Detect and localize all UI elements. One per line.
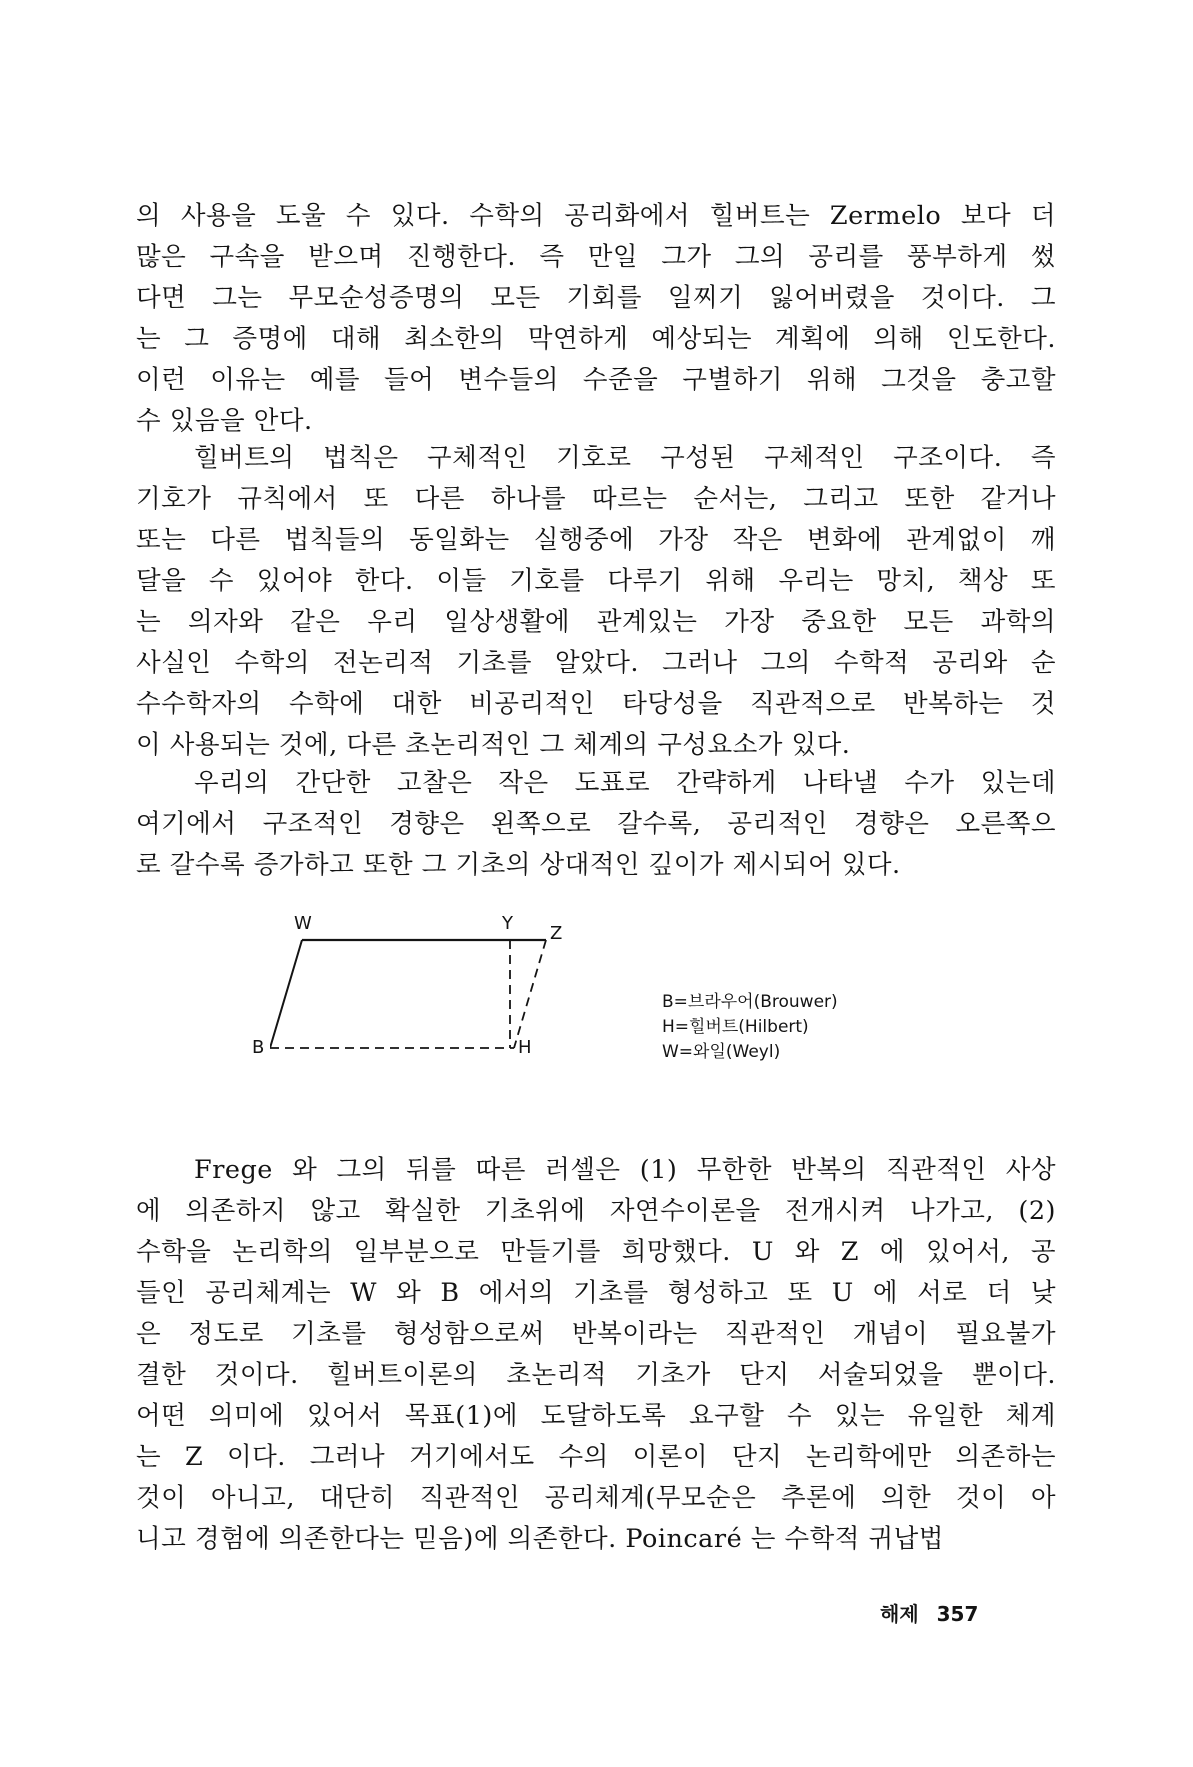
diagram-lines bbox=[270, 920, 570, 1110]
text-line: 는 의자와 같은 우리 일상생활에 관계있는 가장 중요한 모든 과학의 bbox=[136, 607, 1056, 637]
text-line: 달을 수 있어야 한다. 이들 기호를 다루기 위해 우리는 망치, 책상 또 bbox=[136, 566, 1056, 596]
text-line: 이런 이유는 예를 들어 변수들의 수준을 구별하기 위해 그것을 충고할 bbox=[136, 365, 1056, 395]
legend-item-weyl: W=와일(Weyl) bbox=[662, 1042, 781, 1062]
text-line: 에 의존하지 않고 확실한 기초위에 자연수이론을 전개시켜 나가고, (2) bbox=[136, 1196, 1056, 1226]
foundations-diagram bbox=[252, 913, 930, 1110]
text-line: 이 사용되는 것에, 다른 초논리적인 그 체계의 구성요소가 있다. bbox=[136, 730, 851, 760]
text-line: 또는 다른 법칙들의 동일화는 실행중에 가장 작은 변화에 관계없이 깨 bbox=[136, 525, 1056, 555]
legend-item-brouwer: B=브라우어(Brouwer) bbox=[662, 992, 838, 1012]
text-line: 로 갈수록 증가하고 또한 그 기초의 상대적인 깊이가 제시되어 있다. bbox=[136, 850, 901, 880]
label-z: Z bbox=[550, 923, 563, 944]
page-footer bbox=[880, 1598, 978, 1627]
text-line: Frege 와 그의 뒤를 따른 러셀은 (1) 무한한 반복의 직관적인 사상 bbox=[194, 1155, 1056, 1185]
diagram-legend bbox=[662, 990, 838, 1065]
paragraph-2 bbox=[136, 438, 1056, 766]
text-line: 다면 그는 무모순성증명의 모든 기회를 일찌기 잃어버렸을 것이다. 그 bbox=[136, 283, 1056, 313]
label-h: H bbox=[518, 1037, 532, 1058]
edge-w-b bbox=[270, 940, 302, 1048]
label-y: Y bbox=[502, 913, 513, 934]
text-line: 들인 공리체계는 W 와 B 에서의 기초를 형성하고 또 U 에 서로 더 낮 bbox=[136, 1278, 1056, 1308]
text-line: 여기에서 구조적인 경향은 왼쪽으로 갈수록, 공리적인 경향은 오른쪽으 bbox=[136, 809, 1056, 839]
text-line: 어떤 의미에 있어서 목표(1)에 도달하도록 요구할 수 있는 유일한 체계 bbox=[136, 1401, 1056, 1431]
text-line: 는 그 증명에 대해 최소한의 막연하게 예상되는 계획에 의해 인도한다. bbox=[136, 324, 1056, 354]
text-line: 사실인 수학의 전논리적 기초를 알았다. 그러나 그의 수학적 공리와 순 bbox=[136, 648, 1056, 678]
running-head: 해제 bbox=[880, 1602, 919, 1626]
text-line: 우리의 간단한 고찰은 작은 도표로 간략하게 나타낼 수가 있는데 bbox=[194, 768, 1056, 798]
label-b: B bbox=[252, 1037, 265, 1058]
text-line: 결한 것이다. 힐버트이론의 초논리적 기초가 단지 서술되었을 뿐이다. bbox=[136, 1360, 1056, 1390]
page-number: 357 bbox=[936, 1602, 979, 1626]
label-w: W bbox=[294, 913, 312, 934]
text-line: 힐버트의 법칙은 구체적인 기호로 구성된 구체적인 구조이다. 즉 bbox=[194, 443, 1056, 473]
text-line: 는 Z 이다. 그러나 거기에서도 수의 이론이 단지 논리학에만 의존하는 bbox=[136, 1442, 1056, 1472]
edge-z-h bbox=[514, 940, 546, 1048]
legend-item-hilbert: H=힐버트(Hilbert) bbox=[662, 1017, 809, 1037]
text-line: 기호가 규칙에서 또 다른 하나를 따르는 순서는, 그리고 또한 같거나 bbox=[136, 484, 1056, 514]
paragraph-1 bbox=[136, 196, 1056, 442]
text-line: 많은 구속을 받으며 진행한다. 즉 만일 그가 그의 공리를 풍부하게 썼 bbox=[136, 242, 1056, 272]
paragraph-3 bbox=[136, 763, 1056, 886]
paragraph-4 bbox=[136, 1150, 1056, 1560]
text-line: 수 있음을 안다. bbox=[136, 406, 313, 436]
text-line: 은 정도로 기초를 형성함으로써 반복이라는 직관적인 개념이 필요불가 bbox=[136, 1319, 1056, 1349]
text-line: 것이 아니고, 대단히 직관적인 공리체계(무모순은 추론에 의한 것이 아 bbox=[136, 1483, 1056, 1513]
text-line: 수학을 논리학의 일부분으로 만들기를 희망했다. U 와 Z 에 있어서, 공 bbox=[136, 1237, 1056, 1267]
text-line: 니고 경험에 의존한다는 믿음)에 의존한다. Poincaré 는 수학적 귀납법 bbox=[136, 1524, 944, 1554]
text-line: 수수학자의 수학에 대한 비공리적인 타당성을 직관적으로 반복하는 것 bbox=[136, 689, 1056, 719]
text-line: 의 사용을 도울 수 있다. 수학의 공리화에서 힐버트는 Zermelo 보다 더 bbox=[136, 201, 1056, 231]
